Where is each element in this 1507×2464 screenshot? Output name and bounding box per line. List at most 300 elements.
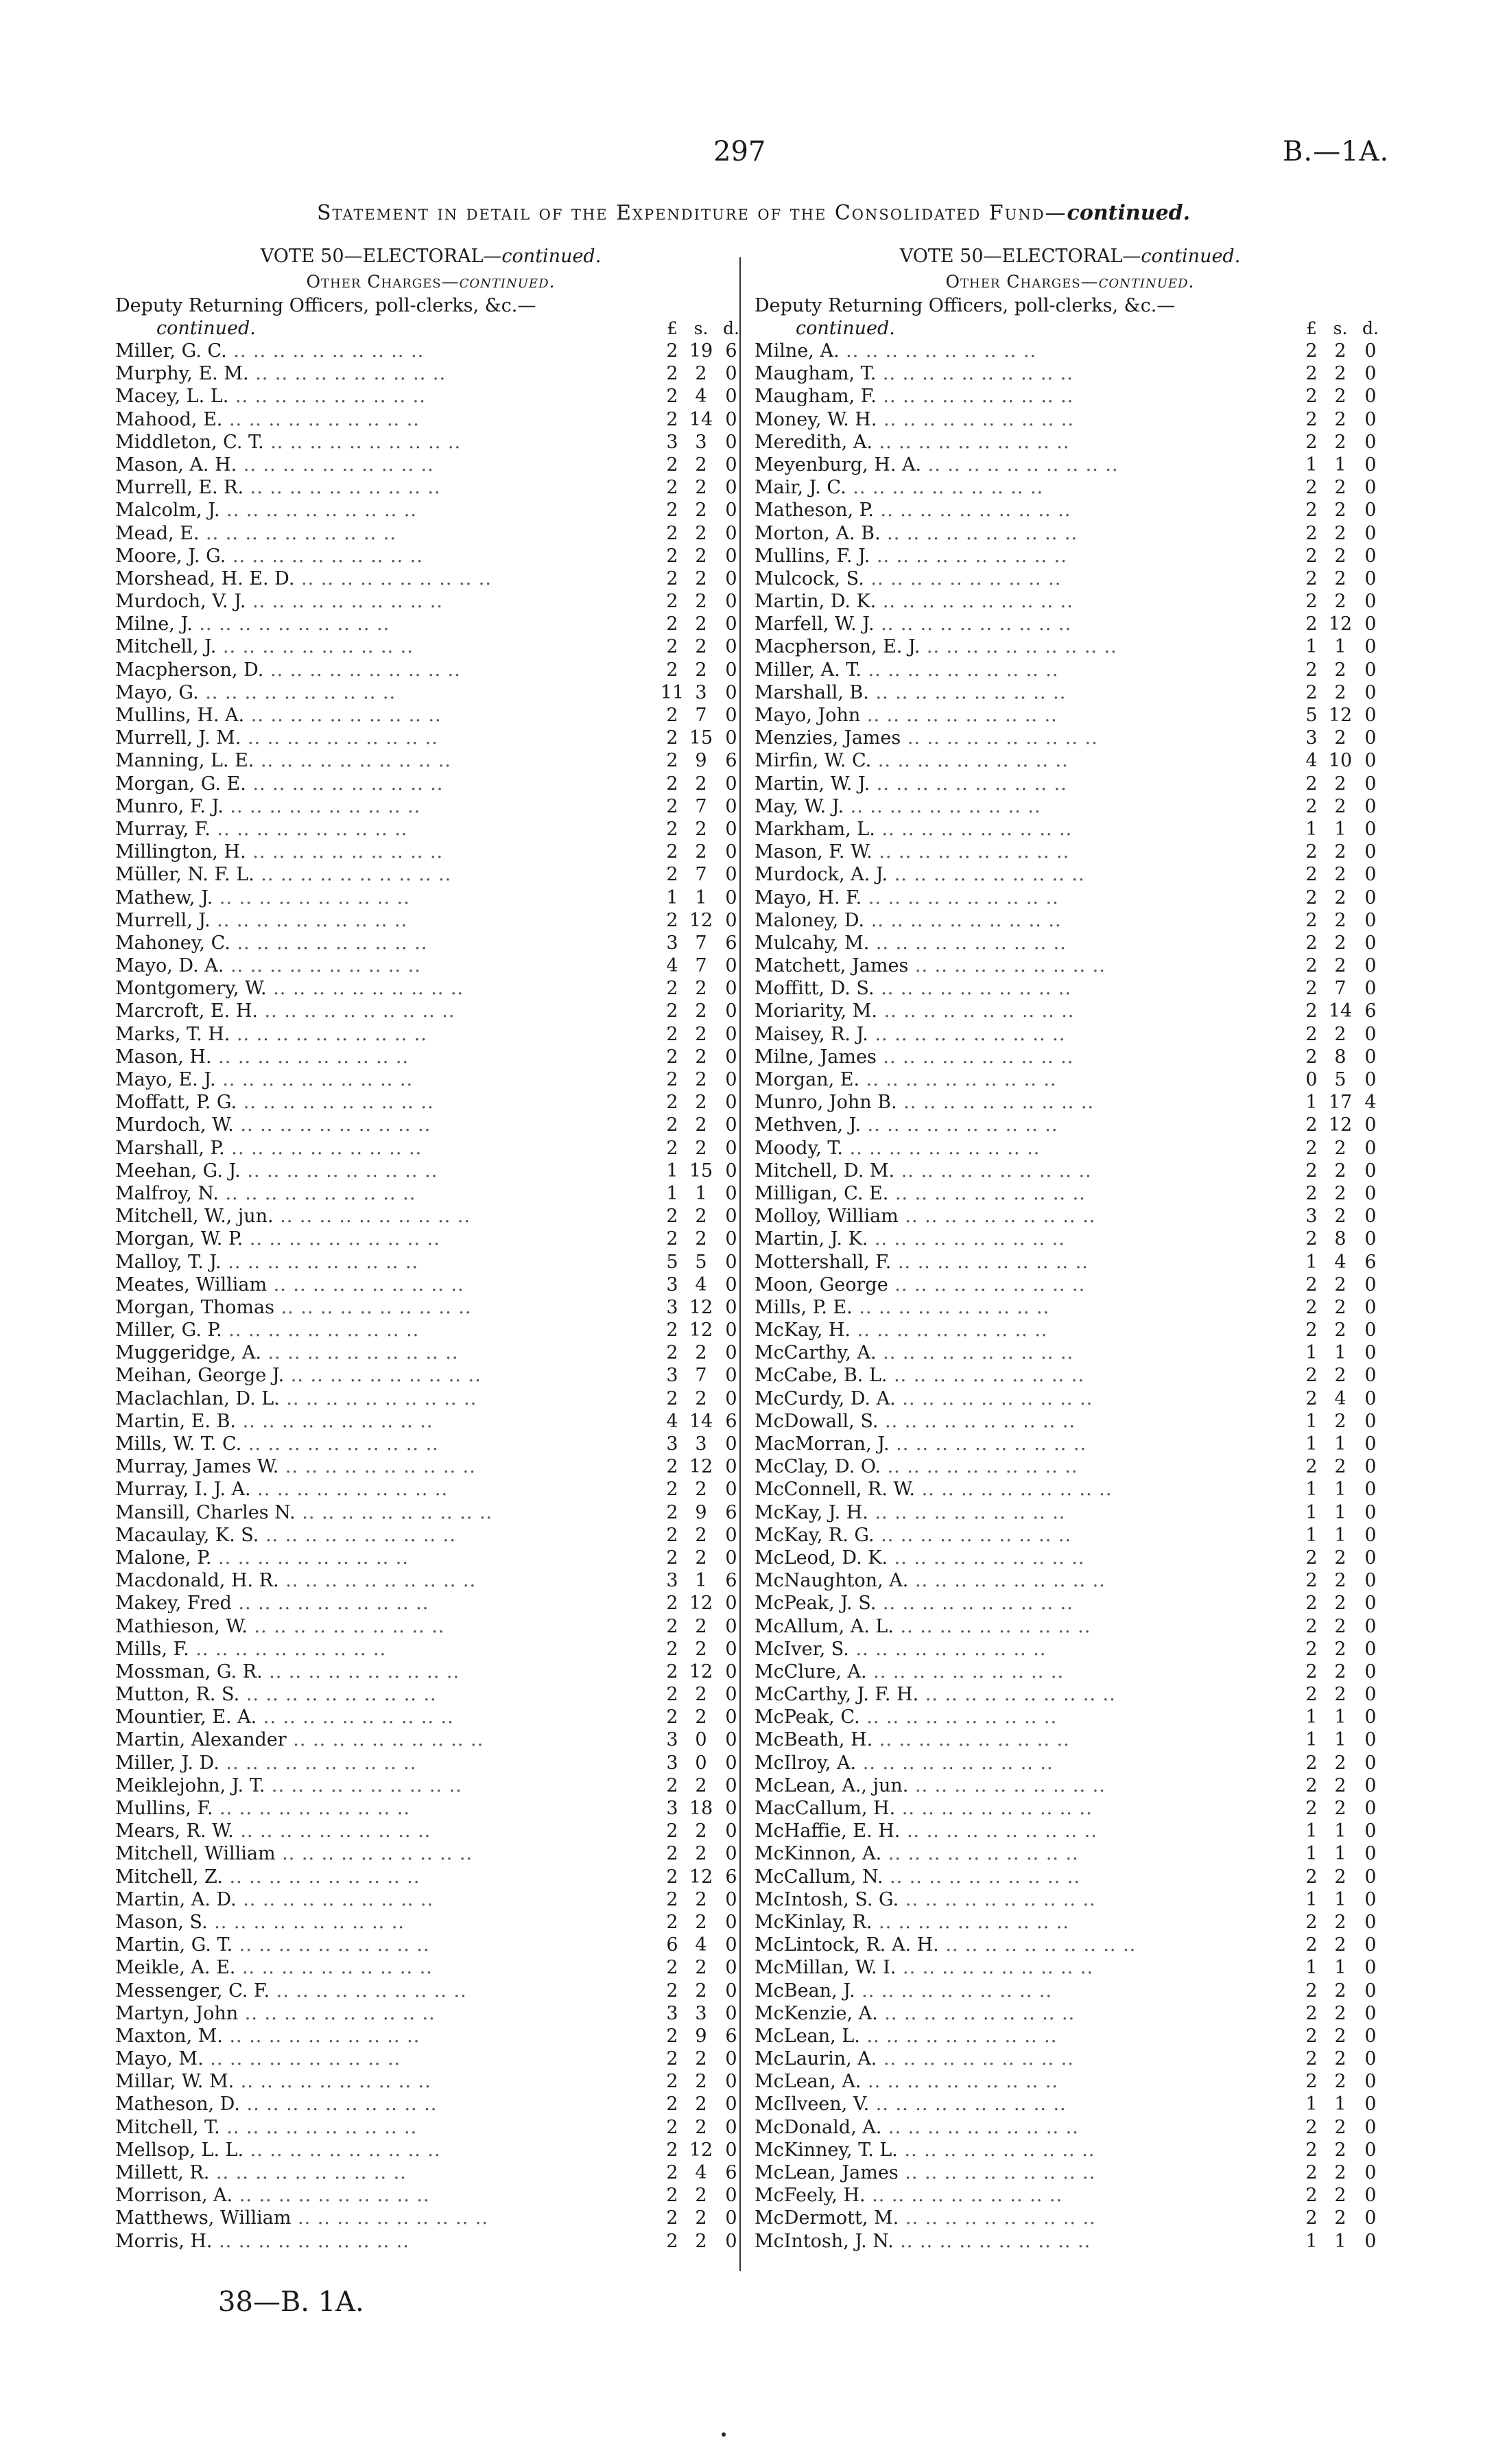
payee-name: Morris, H. ..: [115, 2230, 658, 2253]
payee-name: Miller, G. P. ..: [115, 1319, 658, 1341]
table-row: [755, 1114, 1386, 1136]
payee-name: McMillan, W. I. ..: [755, 1956, 1298, 1979]
shillings-value: 2: [1334, 545, 1346, 567]
payee-name: Mellsop, L. L. ..: [115, 2139, 658, 2161]
payee-name: Muggeridge, A. ..: [115, 1341, 658, 1364]
shillings-value: 2: [1334, 1661, 1346, 1682]
table-row: [115, 1866, 746, 1888]
payee-name: Mason, S. ..: [115, 1911, 658, 1934]
pounds-value: 2: [666, 1661, 678, 1682]
pence-value: 0: [725, 567, 737, 589]
table-row: [115, 2139, 746, 2161]
shillings-value: 1: [1334, 2230, 1346, 2252]
pence-value: 0: [1364, 978, 1377, 1000]
pence-value: 0: [725, 1092, 737, 1114]
payee-name: May, W. J. ..: [755, 795, 1298, 818]
pounds-value: 2: [666, 1387, 678, 1409]
payee-name: Mathew, J. ..: [115, 887, 658, 909]
payee-name: Maugham, T. ..: [755, 362, 1298, 385]
payee-name: Mitchell, J. ..: [115, 635, 658, 658]
pounds-value: 2: [1305, 1661, 1318, 1682]
pence-value: 0: [1364, 454, 1377, 476]
pounds-value: 2: [1305, 1615, 1318, 1637]
payee-name: Morgan, E. ..: [755, 1068, 1298, 1091]
continued-units-right: [755, 318, 1386, 340]
pence-value: 6: [725, 932, 737, 954]
table-row: [755, 476, 1386, 499]
pence-value: 0: [725, 978, 737, 1000]
pence-value: 0: [1364, 1547, 1377, 1569]
shillings-value: 2: [1334, 841, 1346, 863]
pence-value: 0: [725, 1479, 737, 1501]
pounds-value: 3: [666, 1433, 678, 1455]
pence-value: 0: [1364, 2002, 1377, 2024]
table-row: [755, 1228, 1386, 1250]
shillings-value: 12: [689, 1593, 713, 1615]
pence-value: 0: [1364, 1365, 1377, 1387]
payee-name: McKay, R. G. ..: [755, 1524, 1298, 1547]
pounds-value: 2: [666, 2071, 678, 2093]
shillings-value: 3: [695, 431, 707, 453]
pounds-value: 1: [1305, 1957, 1318, 1979]
table-row: [755, 1728, 1386, 1751]
pounds-value: 2: [666, 1593, 678, 1615]
pence-value: 0: [1364, 681, 1377, 703]
shillings-value: 4: [1334, 1387, 1346, 1409]
payee-name: Money, W. H. ..: [755, 408, 1298, 431]
shillings-value: 2: [1334, 567, 1346, 589]
payee-name: McIlveen, V. ..: [755, 2093, 1298, 2115]
table-row: [115, 1364, 746, 1387]
pounds-value: 3: [1305, 727, 1318, 749]
pence-value: 0: [1364, 1479, 1377, 1501]
payee-name: Methven, J. ..: [755, 1114, 1298, 1136]
pence-value: 0: [1364, 1593, 1377, 1615]
table-row: [755, 454, 1386, 476]
pounds-value: 2: [1305, 522, 1318, 544]
payee-name: McNaughton, A. ..: [755, 1569, 1298, 1592]
shillings-value: 2: [1334, 1980, 1346, 2002]
pounds-value: 2: [666, 1228, 678, 1250]
pounds-value: 2: [666, 1479, 678, 1501]
table-row: [755, 1433, 1386, 1455]
pounds-value: 1: [1305, 2230, 1318, 2252]
payee-name: Munro, F. J. ..: [115, 795, 658, 818]
payee-name: Martin, Alexander ..: [115, 1728, 658, 1751]
payee-name: Matheson, P. ..: [755, 499, 1298, 521]
shillings-value: 2: [1334, 1934, 1346, 1956]
pounds-value: 2: [1305, 500, 1318, 521]
shillings-value: 19: [689, 340, 713, 362]
shillings-value: 7: [695, 955, 707, 977]
payee-name: McKinlay, R. ..: [755, 1911, 1298, 1934]
pounds-value: 3: [666, 1274, 678, 1295]
table-row: [755, 567, 1386, 590]
payee-name: Mayo, John ..: [755, 704, 1298, 727]
payee-name: Millington, H. ..: [115, 841, 658, 863]
shillings-header: s.: [1333, 318, 1348, 338]
shillings-value: 2: [1334, 2071, 1346, 2093]
shillings-value: 2: [695, 773, 707, 795]
shillings-value: 2: [695, 1638, 707, 1660]
pence-value: 0: [725, 613, 737, 635]
shillings-value: 2: [1334, 1365, 1346, 1387]
shillings-value: 2: [1334, 2025, 1346, 2047]
payee-name: McLean, A. ..: [755, 2070, 1298, 2093]
pounds-value: 2: [666, 613, 678, 635]
pence-value: 0: [1364, 795, 1377, 817]
pence-value: 0: [725, 500, 737, 521]
pence-value: 0: [1364, 1228, 1377, 1250]
table-row: [115, 545, 746, 567]
shillings-value: 2: [1334, 1911, 1346, 1933]
table-row: [115, 1888, 746, 1911]
pence-value: 0: [1364, 1684, 1377, 1706]
table-row: [115, 2093, 746, 2115]
pence-value: 0: [725, 522, 737, 544]
pence-value: 0: [725, 1615, 737, 1637]
shillings-value: 2: [1334, 1410, 1346, 1432]
pence-value: 0: [725, 1182, 737, 1204]
shillings-value: 2: [695, 1888, 707, 1910]
pounds-value: 2: [666, 2048, 678, 2070]
shillings-value: 2: [1334, 2048, 1346, 2070]
pence-value: 0: [1364, 932, 1377, 954]
shillings-value: 2: [1334, 2002, 1346, 2024]
shillings-value: 2: [1334, 864, 1346, 886]
shillings-value: 2: [695, 2185, 707, 2207]
pounds-value: 2: [666, 1092, 678, 1114]
pence-value: 0: [1364, 1911, 1377, 1933]
table-row: [115, 977, 746, 1000]
payee-name: Maxton, M. ..: [115, 2025, 658, 2048]
table-row: [115, 476, 746, 499]
pence-value: 0: [1364, 1798, 1377, 1819]
payee-name: Moody, T. ..: [755, 1137, 1298, 1160]
pence-value: 4: [1364, 1092, 1377, 1114]
pounds-value: 2: [666, 773, 678, 795]
payee-name: Morton, A. B. ..: [755, 522, 1298, 545]
pounds-value: 2: [666, 2162, 678, 2183]
pence-value: 0: [725, 1524, 737, 1546]
pounds-value: 3: [666, 1365, 678, 1387]
pounds-value: 2: [666, 1342, 678, 1364]
shillings-value: 12: [1328, 613, 1353, 635]
table-row: [755, 431, 1386, 454]
table-row: [115, 1410, 746, 1433]
pounds-value: 2: [1305, 2185, 1318, 2207]
shillings-value: 2: [695, 363, 707, 385]
payee-name: Moriarity, M. ..: [755, 1000, 1298, 1022]
pence-value: 6: [725, 340, 737, 362]
shillings-value: 12: [689, 1661, 713, 1682]
table-row: [755, 1364, 1386, 1387]
pounds-value: 2: [1305, 887, 1318, 908]
table-row: [115, 773, 746, 795]
pounds-value: 2: [666, 1206, 678, 1228]
payee-name: Martin, G. T. ..: [115, 1934, 658, 1956]
table-row: [755, 408, 1386, 431]
table-row: [115, 2116, 746, 2139]
payee-name: Mitchell, William ..: [115, 1842, 658, 1865]
table-row: [115, 1842, 746, 1865]
pence-value: 0: [1364, 2162, 1377, 2183]
table-row: [115, 1296, 746, 1319]
table-row: [115, 385, 746, 408]
continued-units-left: [115, 318, 746, 340]
pounds-value: 2: [666, 750, 678, 772]
table-row: [115, 1319, 746, 1341]
table-row: [115, 408, 746, 431]
pounds-value: 2: [1305, 1798, 1318, 1819]
pounds-value: 2: [666, 1547, 678, 1569]
shillings-value: 3: [695, 1433, 707, 1455]
oc-text: Other Charges—: [306, 272, 460, 292]
payee-name: McLeod, D. K. ..: [755, 1547, 1298, 1569]
payee-name: Mahood, E. ..: [115, 408, 658, 431]
shillings-value: 2: [1334, 477, 1346, 499]
shillings-value: 2: [1334, 340, 1346, 362]
pence-value: 0: [725, 454, 737, 476]
shillings-value: 7: [695, 1365, 707, 1387]
payee-name: Martin, D. K. ..: [755, 590, 1298, 613]
pounds-value: 2: [1305, 1752, 1318, 1774]
pounds-value: 2: [1305, 1866, 1318, 1888]
pence-value: 0: [725, 2002, 737, 2024]
pounds-value: 1: [666, 1182, 678, 1204]
pounds-value: 2: [1305, 2025, 1318, 2047]
pence-value: 0: [1364, 659, 1377, 681]
table-row: [755, 1683, 1386, 1706]
table-row: [115, 1728, 746, 1751]
payee-name: Macpherson, E. J. ..: [755, 635, 1298, 658]
table-row: [755, 1501, 1386, 1524]
shillings-value: 2: [695, 1046, 707, 1068]
other-charges-right: [755, 270, 1386, 294]
payee-name: Marks, T. H. ..: [115, 1023, 658, 1046]
shillings-value: 2: [695, 1023, 707, 1045]
pounds-value: 2: [666, 909, 678, 931]
pounds-value: 2: [1305, 431, 1318, 453]
shillings-value: 2: [695, 2071, 707, 2093]
pounds-value: 2: [1305, 1570, 1318, 1592]
pence-value: 0: [1364, 591, 1377, 613]
table-row: [755, 727, 1386, 749]
shillings-value: 2: [1334, 2139, 1346, 2161]
shillings-value: 2: [1334, 522, 1346, 544]
pence-value: 0: [1364, 477, 1377, 499]
table-row: [755, 1797, 1386, 1820]
pounds-value: 5: [1305, 705, 1318, 726]
pence-header: d.: [723, 318, 739, 338]
payee-name: Malloy, T. J. ..: [115, 1251, 658, 1274]
payee-name: Matthews, William ..: [115, 2207, 658, 2229]
pence-value: 0: [725, 1684, 737, 1706]
table-row: [755, 749, 1386, 772]
pence-value: 0: [725, 363, 737, 385]
table-row: [755, 795, 1386, 818]
payee-name: McLean, James ..: [755, 2161, 1298, 2184]
pounds-value: 2: [1305, 363, 1318, 385]
shillings-value: 2: [695, 2230, 707, 2252]
table-row: [755, 1068, 1386, 1091]
pounds-value: 2: [666, 659, 678, 681]
pounds-value: 1: [1305, 2093, 1318, 2115]
pence-value: 0: [1364, 1501, 1377, 1523]
pounds-value: 2: [666, 727, 678, 749]
shillings-value: 2: [1334, 1137, 1346, 1159]
pence-value: 0: [1364, 1729, 1377, 1751]
pence-value: 0: [725, 545, 737, 567]
pence-value: 0: [1364, 386, 1377, 408]
table-row: [115, 2048, 746, 2070]
pounds-value: 2: [666, 1319, 678, 1341]
pence-value: 0: [1364, 727, 1377, 749]
payee-name: MacMorran, J. ..: [755, 1433, 1298, 1455]
pence-value: 0: [1364, 1774, 1377, 1796]
pounds-value: 2: [1305, 1114, 1318, 1136]
table-row: [115, 1661, 746, 1683]
payee-name: McDonald, A. ..: [755, 2116, 1298, 2139]
pence-value: 0: [1364, 613, 1377, 635]
pence-value: 0: [1364, 1296, 1377, 1318]
payee-name: Mayo, M. ..: [115, 2048, 658, 2070]
payee-name: Miller, A. T. ..: [755, 659, 1298, 681]
pounds-value: 2: [1305, 1387, 1318, 1409]
shillings-value: 2: [1334, 659, 1346, 681]
shillings-value: 2: [695, 1069, 707, 1090]
payee-name: Meredith, A. ..: [755, 431, 1298, 454]
table-row: [755, 1752, 1386, 1774]
pounds-value: 2: [1305, 1023, 1318, 1045]
table-row: [755, 841, 1386, 863]
pounds-value: 2: [666, 795, 678, 817]
pence-value: 0: [1364, 1433, 1377, 1455]
pence-value: 0: [1364, 1706, 1377, 1728]
pounds-value: 2: [1305, 2116, 1318, 2138]
pence-value: 0: [1364, 1957, 1377, 1979]
pence-value: 0: [1364, 2116, 1377, 2138]
pounds-value: 1: [1305, 636, 1318, 658]
shillings-value: 2: [695, 1684, 707, 1706]
payee-name: Martyn, John ..: [115, 2002, 658, 2025]
table-row: [115, 1274, 746, 1296]
payee-name: Moore, J. G. ..: [115, 545, 658, 567]
payee-name: Mansill, Charles N. ..: [115, 1501, 658, 1524]
shillings-value: 12: [689, 1866, 713, 1888]
pounds-value: 1: [1305, 1410, 1318, 1432]
payee-name: Mason, F. W. ..: [755, 841, 1298, 863]
shillings-value: 2: [695, 2207, 707, 2229]
table-row: [115, 1615, 746, 1638]
table-row: [755, 1934, 1386, 1956]
shillings-value: 2: [1334, 1752, 1346, 1774]
payee-name: Middleton, C. T. ..: [115, 431, 658, 454]
table-row: [755, 659, 1386, 681]
table-row: [755, 1274, 1386, 1296]
shillings-value: 4: [695, 1274, 707, 1295]
payee-name: McKay, H. ..: [755, 1319, 1298, 1341]
table-row: [115, 2025, 746, 2048]
pounds-value: 2: [666, 386, 678, 408]
pence-value: 0: [1364, 2185, 1377, 2207]
pounds-value: 1: [1305, 1843, 1318, 1865]
shillings-value: 7: [695, 795, 707, 817]
pence-value: 0: [725, 1296, 737, 1318]
pence-value: 0: [725, 773, 737, 795]
table-row: [115, 932, 746, 954]
shillings-value: 2: [695, 1774, 707, 1796]
pounds-value: 2: [1305, 795, 1318, 817]
shillings-value: 2: [1334, 2162, 1346, 2183]
pence-value: 0: [1364, 363, 1377, 385]
table-row: [755, 2070, 1386, 2093]
shillings-value: 2: [1334, 1593, 1346, 1615]
pounds-value: 2: [1305, 681, 1318, 703]
payee-name: McCarthy, A. ..: [755, 1341, 1298, 1364]
shillings-value: 2: [1334, 500, 1346, 521]
table-row: [755, 1205, 1386, 1228]
pence-value: 0: [1364, 1114, 1377, 1136]
pence-value: 0: [1364, 1319, 1377, 1341]
pounds-value: 3: [666, 1570, 678, 1592]
pounds-value: 3: [666, 2002, 678, 2024]
table-row: [755, 499, 1386, 521]
pounds-value: 1: [1305, 1479, 1318, 1501]
shillings-value: 1: [1334, 636, 1346, 658]
table-row: [115, 2207, 746, 2229]
pence-value: 0: [725, 1934, 737, 1956]
pence-value: 0: [725, 1456, 737, 1478]
shillings-value: 1: [695, 1570, 707, 1592]
payee-name: Macey, L. L. ..: [115, 385, 658, 408]
pounds-value: 2: [666, 1023, 678, 1045]
pounds-value: 2: [666, 1114, 678, 1136]
payee-name: McIntosh, S. G. ..: [755, 1888, 1298, 1911]
shillings-value: 2: [695, 1957, 707, 1979]
pounds-value: 2: [666, 1456, 678, 1478]
shillings-value: 15: [689, 1160, 713, 1182]
shillings-value: 0: [695, 1752, 707, 1774]
shillings-value: 2: [695, 1206, 707, 1228]
table-row: [115, 1592, 746, 1615]
pounds-value: 2: [666, 1069, 678, 1090]
pounds-value: 2: [1305, 1000, 1318, 1022]
pence-value: 0: [1364, 1456, 1377, 1478]
pence-value: 0: [1364, 750, 1377, 772]
pence-value: 0: [1364, 2139, 1377, 2161]
pence-value: 0: [1364, 1661, 1377, 1682]
pence-value: 0: [725, 1911, 737, 1933]
pence-value: 0: [725, 909, 737, 931]
shillings-value: 2: [695, 1228, 707, 1250]
pence-value: 0: [1364, 955, 1377, 977]
pounds-value: 2: [1305, 1456, 1318, 1478]
pence-value: 0: [1364, 909, 1377, 931]
shillings-value: 2: [695, 1820, 707, 1842]
pounds-value: 2: [666, 1980, 678, 2002]
payee-name: McDermott, M. ..: [755, 2207, 1298, 2229]
pounds-value: 2: [1305, 978, 1318, 1000]
table-row: [755, 340, 1386, 362]
pence-value: 0: [725, 887, 737, 908]
pounds-value: 2: [666, 864, 678, 886]
shillings-value: 7: [1334, 978, 1346, 1000]
payee-name: Murray, I. J. A. ..: [115, 1478, 658, 1501]
pounds-value: 2: [1305, 1684, 1318, 1706]
table-row: [115, 635, 746, 658]
shillings-value: 1: [1334, 1479, 1346, 1501]
